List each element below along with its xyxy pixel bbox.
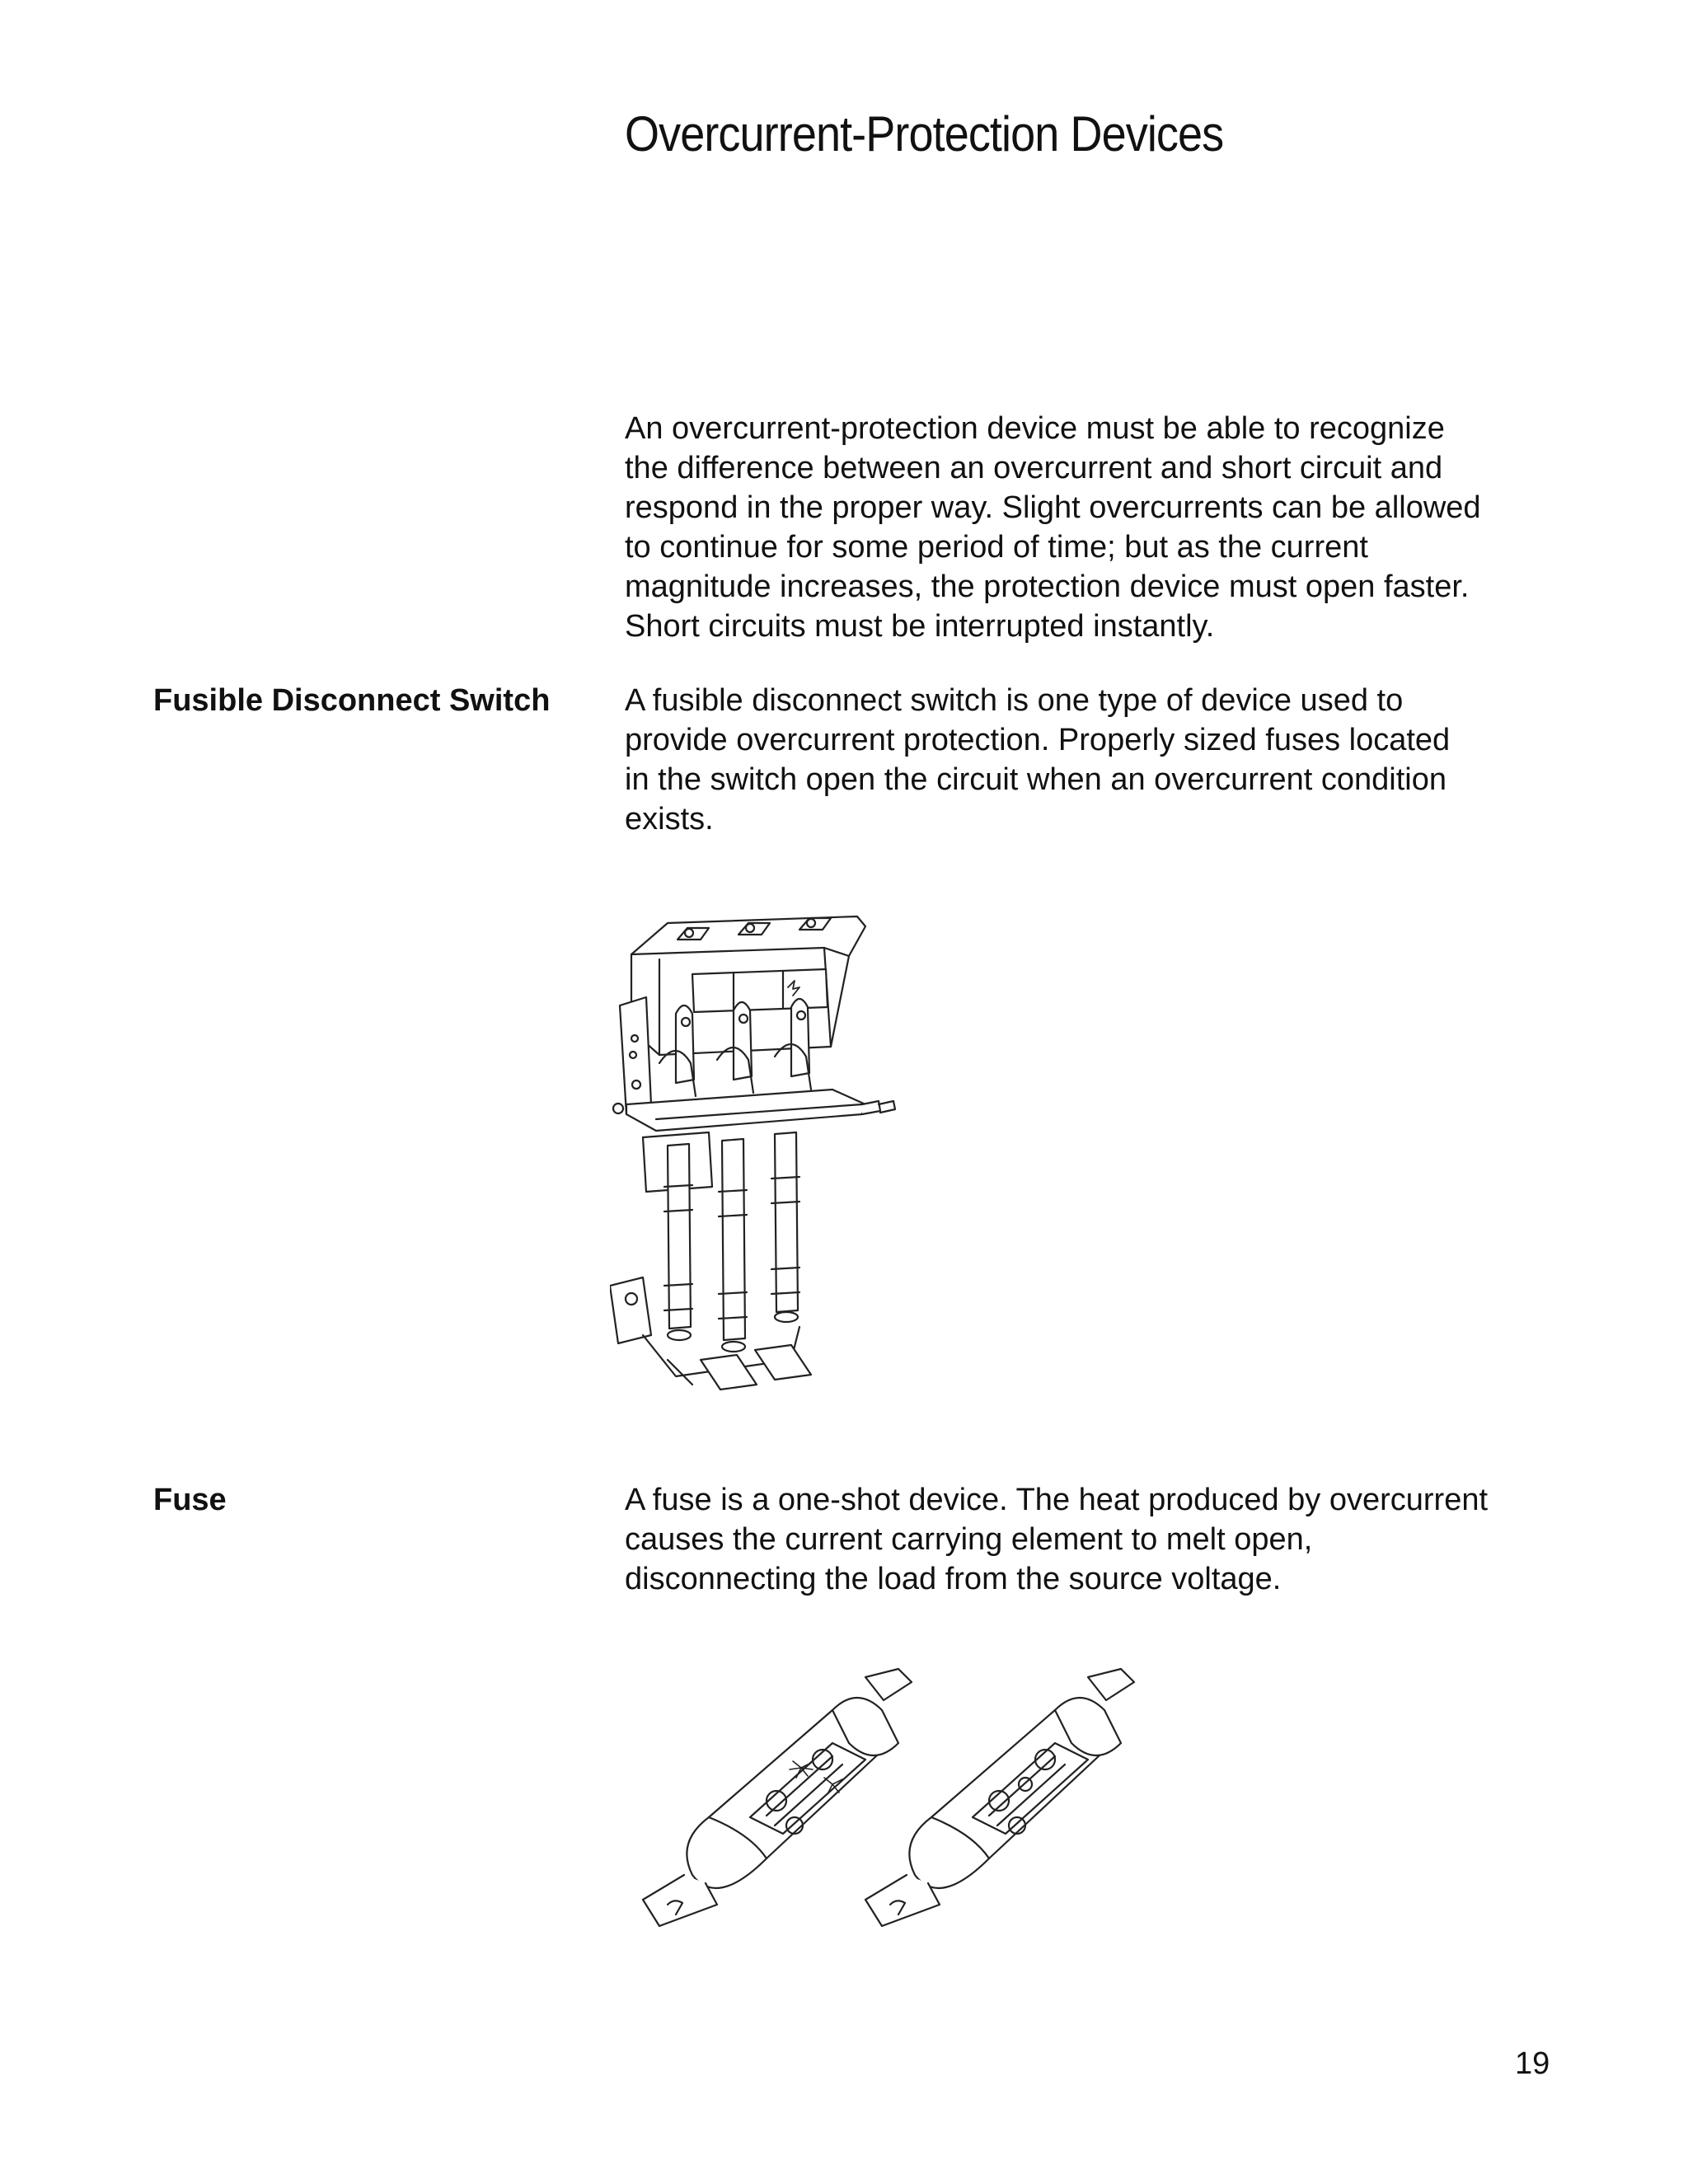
- paragraph-line: A fuse is a one-shot device. The heat produced by overcurrent: [625, 1483, 1489, 1517]
- paragraph-line: provide overcurrent protection. Properly sized fuses located: [625, 723, 1451, 757]
- paragraph-line: disconnecting the load from the source voltage.: [625, 1562, 1282, 1596]
- intro-line: Short circuits must be interrupted instantly.: [625, 609, 1215, 644]
- fusible-disconnect-paragraph: [625, 681, 1548, 839]
- page-number: 19: [1515, 2046, 1550, 2081]
- paragraph-line: causes the current carrying element to melt open,: [625, 1522, 1313, 1557]
- section-heading-fuse: Fuse: [153, 1483, 227, 1517]
- fusible-disconnect-switch-illustration: [610, 898, 940, 1409]
- intro-line: magnitude increases, the protection device must open faster.: [625, 569, 1470, 604]
- intro-line: An overcurrent-protection device must be able to recognize: [625, 411, 1445, 446]
- intro-line: the difference between an overcurrent and short circuit and: [625, 451, 1443, 485]
- intro-line: to continue for some period of time; but as the current: [625, 530, 1368, 565]
- intact-fuse-icon: [865, 1669, 1134, 1926]
- section-heading-fusible-disconnect-switch: Fusible Disconnect Switch: [153, 683, 551, 718]
- fuse-paragraph: [625, 1480, 1548, 1599]
- page-title: Overcurrent-Protection Devices: [625, 106, 1224, 162]
- intro-line: respond in the proper way. Slight overcurrents can be allowed: [625, 490, 1481, 525]
- paragraph-line: in the switch open the circuit when an overcurrent condition: [625, 762, 1447, 797]
- paragraph-line: A fusible disconnect switch is one type of device used to: [625, 683, 1404, 718]
- paragraph-line: exists.: [625, 802, 714, 837]
- blown-fuse-icon: [643, 1669, 912, 1926]
- fuses-illustration: [626, 1661, 1187, 1990]
- intro-paragraph: [625, 409, 1548, 646]
